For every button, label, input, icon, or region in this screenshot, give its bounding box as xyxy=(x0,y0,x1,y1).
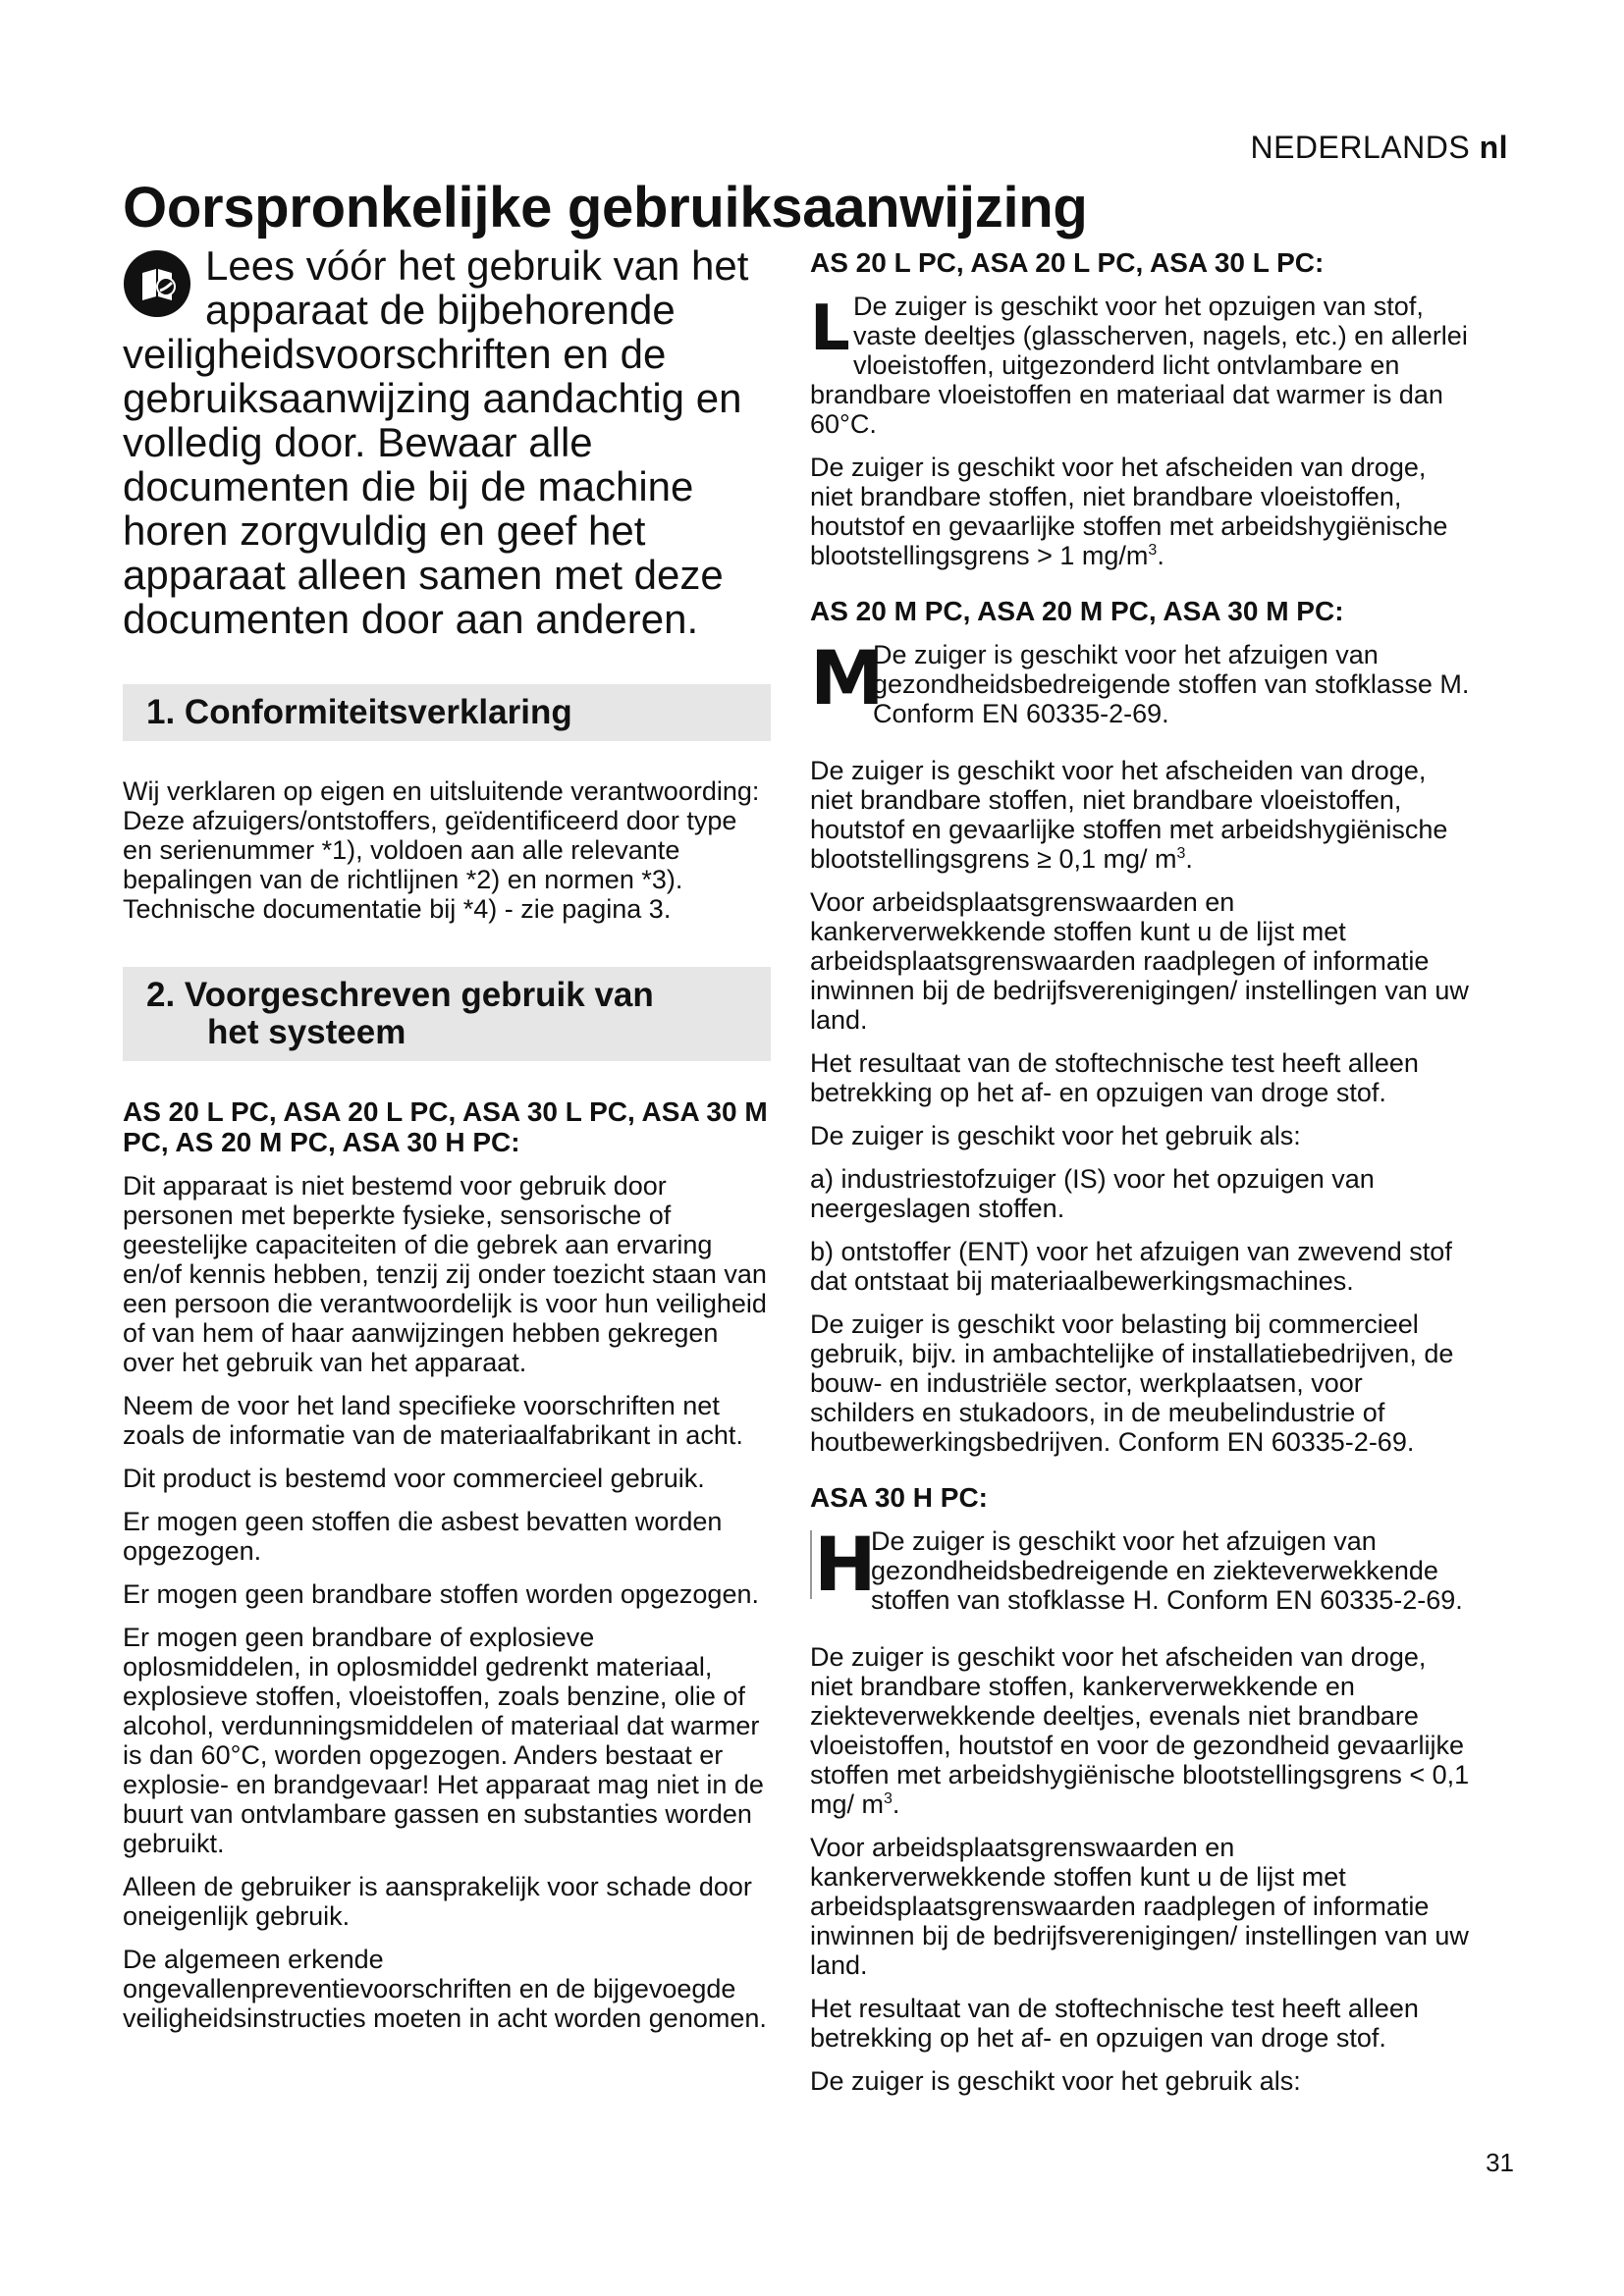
section-heading-conformity: 1. Conformiteitsverklaring xyxy=(123,684,771,741)
superscript: 3 xyxy=(1176,845,1186,862)
paragraph: Er mogen geen brandbare stoffen worden opgezogen. xyxy=(123,1579,759,1609)
paragraph: De zuiger is geschikt voor het gebruik als: xyxy=(810,2066,1301,2096)
paragraph: Voor arbeidsplaatsgrenswaarden en kankerverwekkende stoffen kunt u de lijst met arbeidsplaatsgrenswaarden raadplegen of informatie inwinnen bij de bedrijfsverenigingen/ instellingen van uw land. xyxy=(810,1833,1469,1980)
paragraph: De algemeen erkende ongevallenpreventievoorschriften en de bijgevoegde veiligheidsinstructies moeten in acht worden genomen. xyxy=(123,1945,767,2033)
superscript: 3 xyxy=(1148,542,1158,559)
left-column xyxy=(123,243,771,2047)
paragraph xyxy=(810,453,1473,570)
right-column xyxy=(810,247,1473,2109)
language-code: nl xyxy=(1479,130,1508,165)
paragraph: Het resultaat van de stoftechnische test heeft alleen betrekking op het af- en opzuigen van droge stof. xyxy=(810,1994,1419,2053)
paragraph: Er mogen geen brandbare of explosieve oplosmiddelen, in oplosmiddel gedrenkt materiaal, explosieve stoffen, vloeistoffen, zoals benzine, olie of alcohol, verdunningsmiddelen of materiaal dat warmer is dan 60°C, worden opgezogen. Anders bestaat er explosie- en brandgevaar! Het apparaat mag niet in de buurt van ontvlambare gassen en substanties worden gebruikt. xyxy=(123,1623,764,1858)
section-heading-line2: het systeem xyxy=(207,1013,406,1051)
m-class-block xyxy=(810,634,1473,742)
language-name: NEDERLANDS xyxy=(1250,130,1471,165)
models-subhead: AS 20 L PC, ASA 20 L PC, ASA 30 L PC, ASA 30 M PC, AS 20 M PC, ASA 30 H PC: xyxy=(123,1096,768,1157)
paragraph: De zuiger is geschikt voor het gebruik als: xyxy=(810,1121,1301,1150)
dust-class-m-icon: M xyxy=(810,634,885,721)
dust-class-l-icon: L xyxy=(810,293,850,365)
paragraph xyxy=(810,756,1473,874)
intro-paragraph xyxy=(123,243,771,641)
paragraph-end: . xyxy=(892,1789,900,1819)
paragraph: Alleen de gebruiker is aansprakelijk voor schade door oneigenlijk gebruik. xyxy=(123,1872,752,1931)
paragraph: Dit product is bestemd voor commercieel gebruik. xyxy=(123,1464,705,1493)
intro-text: Lees vóór het gebruik van het apparaat de bijbehorende veiligheidsvoorschriften en de gebruiksaanwijzing aandachtig en volledig door. Bewaar alle documenten die bij de machine horen zorgvuldig en geef het apparaat alleen samen met deze documenten door aan anderen. xyxy=(123,242,749,642)
m-class-intro: De zuiger is geschikt voor het afzuigen van gezondheidsbedreigende stoffen van stofklasse M. Conform EN 60335-2-69. xyxy=(873,640,1470,728)
section-heading-line1: 2. Voorgeschreven gebruik van xyxy=(146,976,654,1014)
paragraph: Voor arbeidsplaatsgrenswaarden en kankerverwekkende stoffen kunt u de lijst met arbeidsplaatsgrenswaarden raadplegen of informatie inwinnen bij de bedrijfsverenigingen/ instellingen van uw land. xyxy=(810,887,1469,1035)
section-heading-intended-use xyxy=(123,967,771,1061)
paragraph-end: . xyxy=(1185,844,1193,874)
paragraph: Het resultaat van de stoftechnische test heeft alleen betrekking op het af- en opzuigen van droge stof. xyxy=(810,1048,1419,1107)
l-class-intro: De zuiger is geschikt voor het opzuigen van stof, vaste deeltjes (glasscherven, nagels, etc.) en allerlei vloeistoffen, uitgezonderd licht ontvlambare en brandbare vloeistoffen en materiaal dat warmer is dan 60°C. xyxy=(810,292,1468,439)
language-label xyxy=(1250,130,1508,166)
paragraph: b) ontstoffer (ENT) voor het afzuigen van zwevend stof dat ontstaat bij materiaalbewerkingsmachines. xyxy=(810,1237,1452,1296)
l-class-block xyxy=(810,292,1473,439)
paragraph-text: De zuiger is geschikt voor het afscheiden van droge, niet brandbare stoffen, kankerverwekkende en ziekteverwekkende deeltjes, evenals niet brandbare vloeistoffen, houtstof en voor de gezondheid gevaarlijke stoffen met arbeidshygiënische blootstellingsgrens < 0,1 mg/ m xyxy=(810,1642,1470,1819)
paragraph-text: De zuiger is geschikt voor het afscheiden van droge, niet brandbare stoffen, niet brandbare vloeistoffen, houtstof en gevaarlijke stoffen met arbeidshygiënische blootstellingsgrens > 1 mg/m xyxy=(810,453,1448,570)
h-class-block xyxy=(810,1521,1473,1629)
paragraph: De zuiger is geschikt voor belasting bij commercieel gebruik, bijv. in ambachtelijke of installatiebedrijven, de bouw- en industriële sector, werkplaatsen, voor schilders en stukadoors, in de meubelindustrie of houtbewerkingsbedrijven. Conform EN 60335-2-69. xyxy=(810,1309,1454,1457)
m-class-subhead: AS 20 M PC, ASA 20 M PC, ASA 30 M PC: xyxy=(810,596,1344,626)
paragraph xyxy=(810,1642,1473,1819)
paragraph: Neem de voor het land specifieke voorschriften net zoals de informatie van de materiaalfabrikant in acht. xyxy=(123,1391,743,1450)
paragraph: a) industriestofzuiger (IS) voor het opzuigen van neergeslagen stoffen. xyxy=(810,1164,1375,1223)
paragraph-text: De zuiger is geschikt voor het afscheiden van droge, niet brandbare stoffen, niet brandbare vloeistoffen, houtstof en gevaarlijke stoffen met arbeidshygiënische blootstellingsgrens ≥ 0,1 mg/ m xyxy=(810,756,1448,874)
h-class-subhead: ASA 30 H PC: xyxy=(810,1482,989,1513)
read-manual-icon xyxy=(123,249,191,318)
document-title: Oorspronkelijke gebruiksaanwijzing xyxy=(123,176,1088,240)
h-class-intro: De zuiger is geschikt voor het afzuigen van gezondheidsbedreigende en ziekteverwekkende stoffen van stofklasse H. Conform EN 60335-2-69. xyxy=(871,1526,1463,1615)
paragraph-end: . xyxy=(1157,541,1164,570)
superscript: 3 xyxy=(884,1790,893,1807)
paragraph: Dit apparaat is niet bestemd voor gebruik door personen met beperkte fysieke, sensorische of geestelijke capaciteiten of die gebrek aan ervaring en/of kennis hebben, tenzij zij onder toezicht staan van een persoon die verantwoordelijk is voor hun veiligheid of van hem of haar aanwijzingen hebben gekregen over het gebruik van het apparaat. xyxy=(123,1171,767,1377)
page-number: 31 xyxy=(1486,2148,1514,2177)
paragraph: Er mogen geen stoffen die asbest bevatten worden opgezogen. xyxy=(123,1507,723,1566)
conformity-text: Wij verklaren op eigen en uitsluitende verantwoording: Deze afzuigers/ontstoffers, geïdentificeerd door type en serienummer *1), voldoen aan alle relevante bepalingen van de richtlijnen *2) en normen *3). Technische documentatie bij *4) - zie pagina 3. xyxy=(123,776,760,924)
l-class-subhead: AS 20 L PC, ASA 20 L PC, ASA 30 L PC: xyxy=(810,247,1325,278)
dust-class-h-icon: H xyxy=(810,1530,863,1599)
